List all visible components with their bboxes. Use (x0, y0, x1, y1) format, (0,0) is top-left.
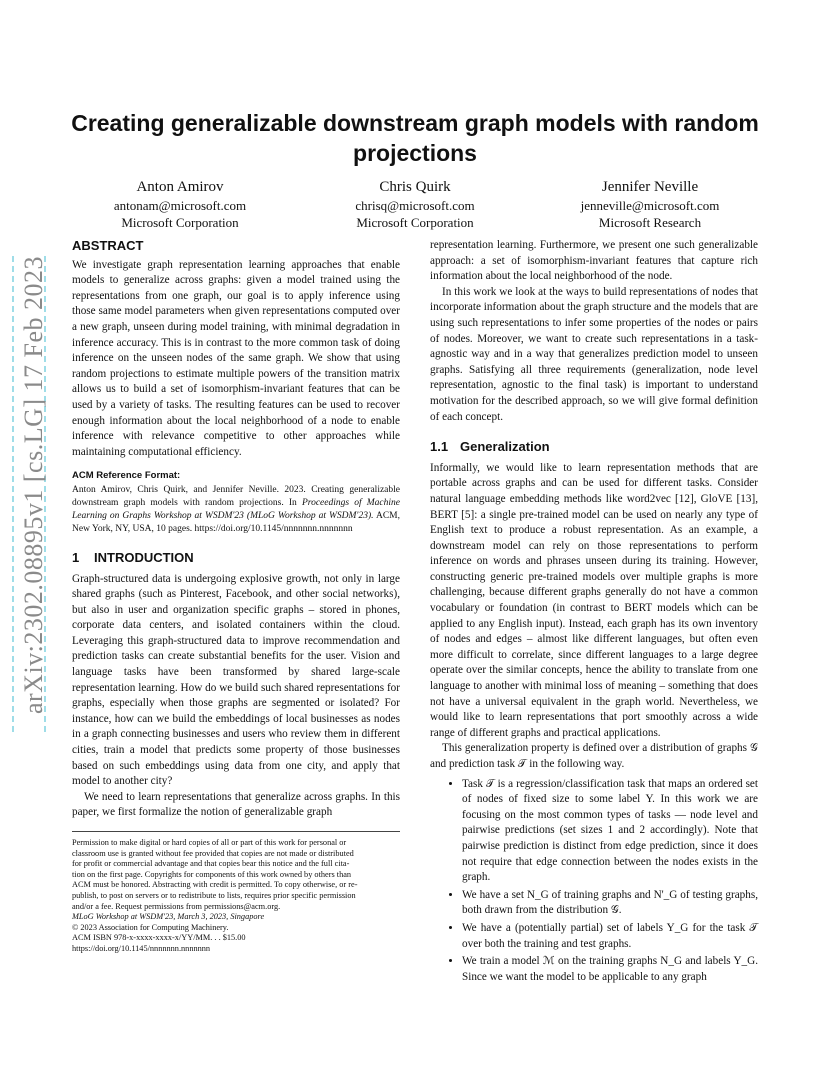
author-1 (70, 178, 290, 231)
author-2 (305, 178, 525, 231)
acm-ref-after: ACM, New York, NY, USA, 10 pages. https://doi.org/10.1145/nnnnnnn.nnnnnnn (72, 510, 401, 534)
footnote-line: MLoG Workshop at WSDM'23, March 3, 2023, Singapore (72, 912, 265, 922)
author-name: Jennifer Neville (601, 179, 699, 195)
right-column (430, 238, 758, 987)
footnote-line: © 2023 Association for Computing Machinery. (72, 922, 229, 932)
acm-ref-italic: Proceedings of Machine Learning on Graphs Workshop at WSDM'23 (MLoG Workshop at WSDM'23). (72, 497, 400, 521)
list-item: • We have a set N_G of training graphs and N'_G of testing graphs, both drawn from the distribution 𝒢. (462, 888, 758, 919)
acm-reference-heading: ACM Reference Format: (72, 470, 181, 482)
footnote-rule (72, 831, 400, 832)
paper-title: Creating generalizable downstream graph models with random projections (71, 110, 759, 166)
list-item: • We train a model ℳ on the training graphs N_G and labels Y_G. Since we want the model to be applicable to any graph (462, 954, 758, 985)
intro-paragraph-2: We need to learn representations that generalize across graphs. In this paper, we first formalize the notion of generalizable graph (72, 790, 400, 819)
copyright-footnote (72, 838, 400, 955)
footnote-line: Permission to make digital or hard copies of all or part of this work for personal or (72, 838, 347, 847)
definition-list (430, 777, 758, 986)
author-block (70, 178, 760, 230)
author-email: jenneville@microsoft.com (580, 198, 720, 213)
acm-reference-text (72, 484, 400, 536)
section-heading-introduction (72, 550, 400, 566)
arxiv-stamp-text: arXiv:2302.08895v1 [cs.LG] 17 Feb 2023 (19, 255, 48, 715)
footnote-line: https://doi.org/10.1145/nnnnnnn.nnnnnnn (72, 943, 211, 953)
author-name: Anton Amirov (136, 179, 224, 195)
author-email: chrisq@microsoft.com (355, 198, 475, 213)
footnote-line: for profit or commercial advantage and that copies bear this notice and the full cita- (72, 859, 350, 869)
section-heading-generalization (430, 439, 758, 455)
author-affiliation: Microsoft Corporation (121, 215, 239, 230)
abstract-heading: ABSTRACT (72, 238, 144, 253)
footnote-line: ACM must be honored. Abstracting with credit is permitted. To copy otherwise, or re- (72, 880, 358, 890)
list-item: • Task 𝒯 is a regression/classification task that maps an ordered set of nodes of fixed size to some label Y. In this work we are focusing on the most common types of tasks — node level and pairwise predictions (set sizes 1 and 2 accordingly). Note that pairwise prediction is distinct from edge prediction, since it does not require that edge connection between the nodes exists in the graph. (462, 777, 758, 886)
author-affiliation: Microsoft Corporation (356, 215, 474, 230)
section-title: INTRODUCTION (94, 549, 194, 565)
left-column (72, 238, 400, 955)
intro-paragraph-1: Graph-structured data is undergoing explosive growth, not only in large shared graphs (such as Pinterest, Facebook, and other social networks), but also in user and organization specific graphs – stored in phones, corporate data centers, and isolated containers within the cloud. Leveraging this graph-structured data to improve recommendation and prediction tasks can create substantial benefits for the user. Vision and language tasks have been transformed by shared large-scale representation learning. How do we build such shared representations for graphs, especially when those graphs are segmented or isolated? For instance, how can we build the embeddings of local businesses as nodes in a graph connecting businesses and users who review them in different cities, train a model that predicts some property of those businesses based on such embeddings using data from one city, and apply that model to another city? (72, 572, 400, 788)
footnote-line: classroom use is granted without fee provided that copies are not made or distributed (72, 848, 354, 858)
right-paragraph-1: In this work we look at the ways to build representations of nodes that incorporate information about the graph structure and the models that are using such representations to infer some properties of the nodes or pairs of nodes. Moreover, we want to create such representations in a task-agnostic way and in a way that generalizes prediction model to unseen graphs. Satisfying all three requirements (generalization, node level representation, agnostic to the final task) is important to understand motivation for the described approach, so we will give formal definition of each concept. (430, 285, 758, 423)
section-title: Generalization (460, 439, 550, 455)
abstract-text: We investigate graph representation learning approaches that enable models to generalize across graphs: given a model trained using the representations from one graph, our goal is to apply inference using those same model parameters when given representations computed over a new graph, unseen during model training, with minimal degradation in inference accuracy. This is in contrast to the more common task of doing inference on the unseen nodes of the same graph. We show that using random projections to estimate multiple powers of the transition matrix allows us to build a set of isomorphism-invariant features that can be used by a variety of tasks. The resulting features can be used to recover enough information about the local neighborhood of a node to enable inference with relevance competitive to other approaches while maintaining computational efficiency. (72, 258, 400, 458)
author-affiliation: Microsoft Research (598, 215, 702, 230)
generalization-paragraph-1: Informally, we would like to learn representation methods that are portable across graphs and can be used for different tasks. Consider natural language embedding methods like word2vec [12], GloVE [13], BERT [5]: a single pre-trained model can be used on nearly any type of English text to produce a robust representation. As an example, a downstream model can rely on those representations to perform inference on words and phrases unseen during its training. However, constructing generic pre-trained models over multiple graphs is more challenging, because different graphs generally do not have a common vocabulary or foundation (in contrast to BERT models which can be applied to any English input). Instead, each graph has its own inventory of nodes and edges – almost like different languages, but often even more difficult to correlate, since different languages to a large degree operate over the similar concepts, hence the ability to translate from one language to another with minimal loss of meaning – something that does not have a universal equivalent in the graph world. Nevertheless, we would like to learn representations that port smoothly across a wide range of different graphs and practical applications. (430, 461, 758, 739)
section-number: 1 (72, 549, 80, 565)
footnote-line: tion on the first page. Copyrights for components of this work owned by others than (72, 869, 352, 879)
author-name: Chris Quirk (379, 179, 451, 195)
footnote-line: ACM ISBN 978-x-xxxx-xxxx-x/YY/MM. . . $15.00 (72, 933, 246, 943)
section-number: 1.1 (430, 439, 449, 455)
footnote-line: and/or a fee. Request permissions from permissions@acm.org. (72, 901, 281, 911)
footnote-line: publish, to post on servers or to redistribute to lists, requires prior specific permission (72, 890, 356, 900)
arxiv-stamp (14, 250, 54, 720)
right-paragraph-0: representation learning. Furthermore, we present one such generalizable approach: a set of isomorphism-invariant features that capture rich information about the local neighborhood of the node. (430, 239, 758, 283)
author-3 (540, 178, 760, 231)
generalization-paragraph-2: This generalization property is defined over a distribution of graphs 𝒢 and prediction task 𝒯 in the following way. (430, 742, 758, 770)
list-item: • We have a (potentially partial) set of labels Y_G for the task 𝒯 over both the training and test graphs. (462, 921, 758, 952)
acm-ref-before: Anton Amirov, Chris Quirk, and Jennifer Neville. 2023. Creating generalizable downstream graph models with random projections. In (72, 484, 400, 508)
author-email: antonam@microsoft.com (113, 198, 247, 213)
